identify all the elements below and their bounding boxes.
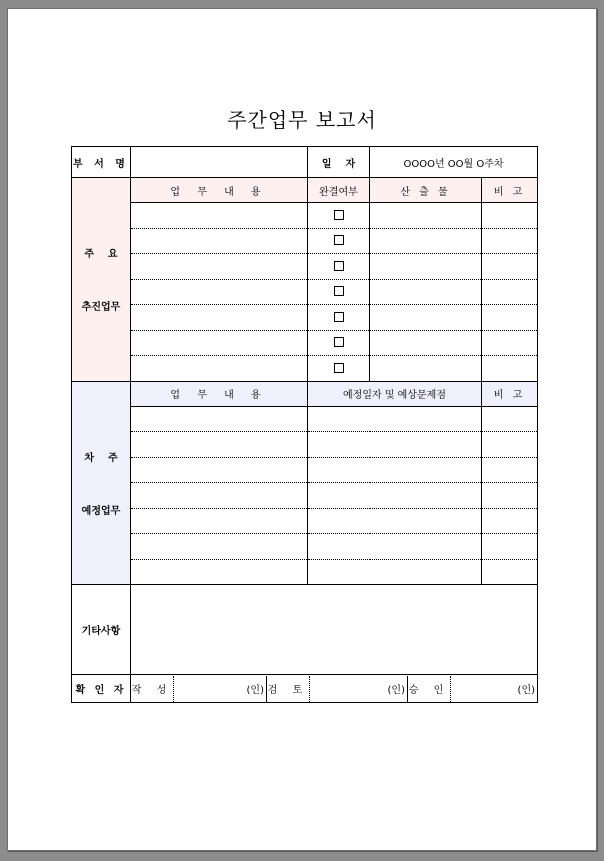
output-cell[interactable]	[370, 305, 482, 331]
author-seal: (인)	[246, 685, 264, 696]
note-cell[interactable]	[482, 330, 538, 356]
dept-label: 부 서 명	[72, 147, 131, 178]
next-note-cell[interactable]	[482, 534, 538, 560]
output-cell[interactable]	[370, 228, 482, 254]
next-task-cell[interactable]	[131, 508, 308, 534]
next-task-cell[interactable]	[131, 534, 308, 560]
next-week-tasks-label	[72, 381, 131, 585]
reviewer-seal: (인)	[387, 685, 405, 696]
completion-checkbox[interactable]	[308, 305, 370, 331]
plan-cell[interactable]	[308, 508, 482, 534]
confirm-row	[131, 675, 538, 703]
completion-checkbox[interactable]	[308, 330, 370, 356]
checkbox-icon[interactable]	[334, 235, 344, 245]
completion-checkbox[interactable]	[308, 279, 370, 305]
next-note-cell[interactable]	[482, 559, 538, 585]
completion-checkbox[interactable]	[308, 228, 370, 254]
output-cell[interactable]	[370, 356, 482, 382]
output-cell[interactable]	[370, 254, 482, 280]
reviewer-signature[interactable]	[310, 676, 408, 702]
approver-signature[interactable]	[451, 676, 537, 702]
note-cell[interactable]	[482, 228, 538, 254]
task-cell[interactable]	[131, 228, 308, 254]
checkbox-icon[interactable]	[334, 312, 344, 322]
main-tasks-label-line1: 주 요	[84, 249, 118, 261]
next-week-label-line2: 예정업무	[81, 505, 121, 517]
plan-cell[interactable]	[308, 457, 482, 483]
next-note-cell[interactable]	[482, 508, 538, 534]
planned-date-header: 예정일자 및 예상문제점	[308, 381, 482, 406]
reviewer-label: 검 토	[267, 676, 310, 702]
plan-cell[interactable]	[308, 406, 482, 432]
task-cell[interactable]	[131, 330, 308, 356]
plan-cell[interactable]	[308, 534, 482, 560]
task-cell[interactable]	[131, 305, 308, 331]
next-week-label-line1: 차 주	[84, 452, 118, 464]
note-cell[interactable]	[482, 356, 538, 382]
output-cell[interactable]	[370, 203, 482, 229]
task-cell[interactable]	[131, 356, 308, 382]
report-form	[71, 146, 538, 703]
approver-seal: (인)	[517, 685, 536, 696]
dept-field[interactable]	[131, 147, 308, 178]
confirm-label: 확 인 자	[72, 675, 131, 703]
next-task-cell[interactable]	[131, 457, 308, 483]
next-note-cell[interactable]	[482, 483, 538, 509]
note-cell[interactable]	[482, 305, 538, 331]
note-header-2: 비 고	[482, 381, 538, 406]
other-label: 기타사항	[72, 585, 131, 675]
other-field[interactable]	[131, 585, 538, 675]
task-cell[interactable]	[131, 254, 308, 280]
author-label: 작 성	[131, 676, 174, 702]
next-task-cell[interactable]	[131, 432, 308, 458]
completion-header: 완결여부	[308, 178, 370, 203]
completion-checkbox[interactable]	[308, 356, 370, 382]
next-note-cell[interactable]	[482, 406, 538, 432]
plan-cell[interactable]	[308, 432, 482, 458]
document-page	[7, 8, 597, 851]
next-note-cell[interactable]	[482, 432, 538, 458]
next-task-content-header: 업 무 내 용	[131, 381, 308, 406]
plan-cell[interactable]	[308, 559, 482, 585]
output-cell[interactable]	[370, 330, 482, 356]
author-signature[interactable]	[174, 676, 267, 702]
note-cell[interactable]	[482, 203, 538, 229]
completion-checkbox[interactable]	[308, 203, 370, 229]
checkbox-icon[interactable]	[334, 363, 344, 373]
note-header-1: 비 고	[482, 178, 538, 203]
plan-cell[interactable]	[308, 483, 482, 509]
checkbox-icon[interactable]	[334, 337, 344, 347]
approver-label: 승 인	[408, 676, 451, 702]
completion-checkbox[interactable]	[308, 254, 370, 280]
task-content-header: 업 무 내 용	[131, 178, 308, 203]
checkbox-icon[interactable]	[334, 210, 344, 220]
next-note-cell[interactable]	[482, 457, 538, 483]
main-tasks-label-line2: 추진업무	[81, 302, 121, 314]
task-cell[interactable]	[131, 203, 308, 229]
next-task-cell[interactable]	[131, 406, 308, 432]
next-task-cell[interactable]	[131, 483, 308, 509]
date-label: 일 자	[308, 147, 370, 178]
date-field[interactable]: OOOO년 OO월 O주차	[370, 147, 538, 178]
checkbox-icon[interactable]	[334, 261, 344, 271]
next-task-cell[interactable]	[131, 559, 308, 585]
note-cell[interactable]	[482, 279, 538, 305]
output-cell[interactable]	[370, 279, 482, 305]
output-header: 산 출 물	[370, 178, 482, 203]
report-title: 주간업무 보고서	[227, 108, 377, 132]
main-tasks-label	[72, 178, 131, 382]
task-cell[interactable]	[131, 279, 308, 305]
note-cell[interactable]	[482, 254, 538, 280]
checkbox-icon[interactable]	[334, 286, 344, 296]
